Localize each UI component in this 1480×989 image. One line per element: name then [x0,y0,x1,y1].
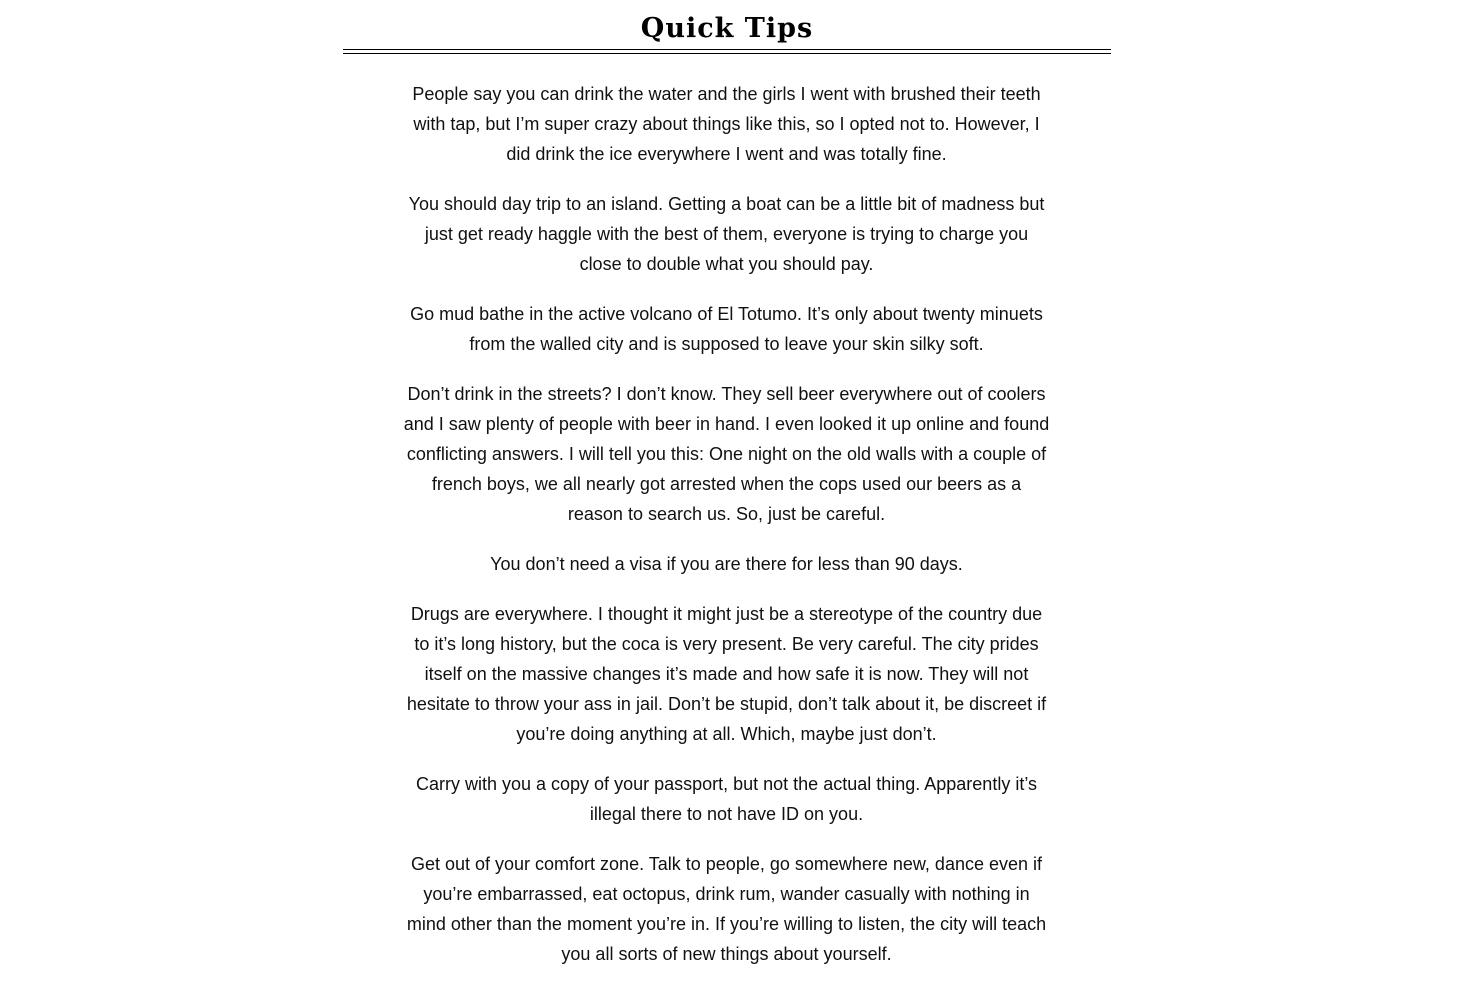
tip-paragraph: Carry with you a copy of your passport, but not the actual thing. Apparently it’s illegal there to not have ID on you. [415,774,1037,824]
section-title: Quick Tips [640,13,814,44]
tip-paragraph: Don’t drink in the streets? I don’t know. They sell beer everywhere out of coolers and I saw plenty of people with beer in hand. I even looked it up online and found conflicting answers. I will tell you this: One night on the old walls with a couple of french boys, we all nearly got arrested when the cops used our beers as a reason to search us. So, just be careful. [403,384,1050,524]
tip-paragraph: You should day trip to an island. Getting a boat can be a little bit of madness but just get ready haggle with the best of them, everyone is trying to charge you close to double what you should pay. [408,194,1045,274]
tip-paragraph: Get out of your comfort zone. Talk to people, go somewhere new, dance even if you’re embarrassed, eat octopus, drink rum, wander casually with nothing in mind other than the moment you’re in. If you’re willing to listen, the city will teach you all sorts of new things about yourself. [406,854,1047,964]
tip-paragraph: People say you can drink the water and the girls I went with brushed their teeth with tap, but I’m super crazy about things like this, so I opted not to. However, I did drink the ice everywhere I went and was totally fine. [412,84,1041,164]
double-rule-divider [343,49,1111,54]
section-header [343,8,1111,54]
tip-paragraph: Drugs are everywhere. I thought it might just be a stereotype of the country due to it’s long history, but the coca is very present. Be very careful. The city prides itself on the massive changes it’s made and how safe it is now. They will not hesitate to throw your ass in jail. Don’t be stupid, don’t talk about it, be discreet if you’re doing anything at all. Which, maybe just don’t. [406,604,1047,744]
tip-paragraph: You don’t need a visa if you are there for less than 90 days. [490,554,963,574]
tip-paragraph: Go mud bathe in the active volcano of El Totumo. It’s only about twenty minuets from the walled city and is supposed to leave your skin silky soft. [410,304,1043,354]
tips-list [403,79,1050,989]
